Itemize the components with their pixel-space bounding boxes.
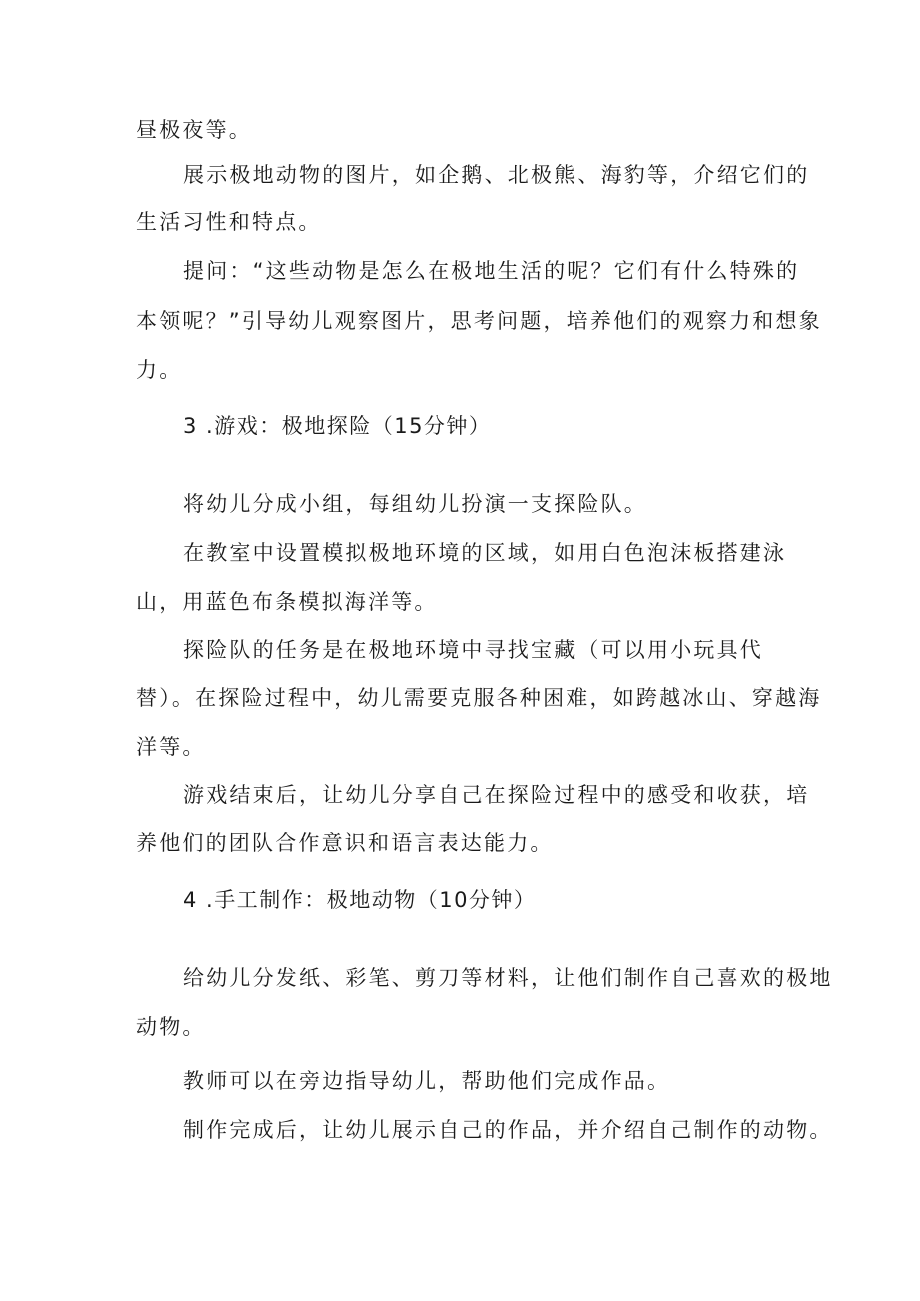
paragraph-line: 给幼儿分发纸、彩笔、剪刀等材料，让他们制作自己喜欢的极地 <box>183 966 833 990</box>
text-line: 替）。在探险过程中，幼儿需要克服各种困难，如跨越冰山、穿越海 <box>136 686 822 710</box>
paragraph-line: 教师可以在旁边指导幼儿，帮助他们完成作品。 <box>183 1069 671 1093</box>
text-line: 本领呢？”引导幼儿观察图片，思考问题，培养他们的观察力和想象 <box>136 309 822 333</box>
paragraph-line: 游戏结束后，让幼儿分享自己在探险过程中的感受和收获，培 <box>183 783 810 807</box>
text-line: 养他们的团队合作意识和语言表达能力。 <box>136 831 554 855</box>
text-line: 动物。 <box>136 1015 206 1039</box>
paragraph-line: 提问：“这些动物是怎么在极地生活的呢？它们有什么特殊的 <box>183 259 800 283</box>
text-line: 力。 <box>136 358 183 382</box>
text-line: 生活习性和特点。 <box>136 210 322 234</box>
section-heading-game: 3 .游戏：极地探险（15分钟） <box>183 414 492 438</box>
text-line: 昼极夜等。 <box>136 118 252 142</box>
section-heading-handcraft: 4 .手工制作：极地动物（10分钟） <box>183 888 537 912</box>
paragraph-line: 制作完成后，让幼儿展示自己的作品，并介绍自己制作的动物。 <box>183 1118 833 1142</box>
paragraph-line: 在教室中设置模拟极地环境的区域，如用白色泡沫板搭建泳 <box>183 541 787 565</box>
text-line: 洋等。 <box>136 735 206 759</box>
paragraph-line: 展示极地动物的图片，如企鹅、北极熊、海豹等，介绍它们的 <box>183 163 810 187</box>
text-line: 山，用蓝色布条模拟海洋等。 <box>136 590 438 614</box>
paragraph-line: 将幼儿分成小组，每组幼儿扮演一支探险队。 <box>183 492 647 516</box>
paragraph-line: 探险队的任务是在极地环境中寻找宝藏（可以用小玩具代 <box>183 638 763 662</box>
